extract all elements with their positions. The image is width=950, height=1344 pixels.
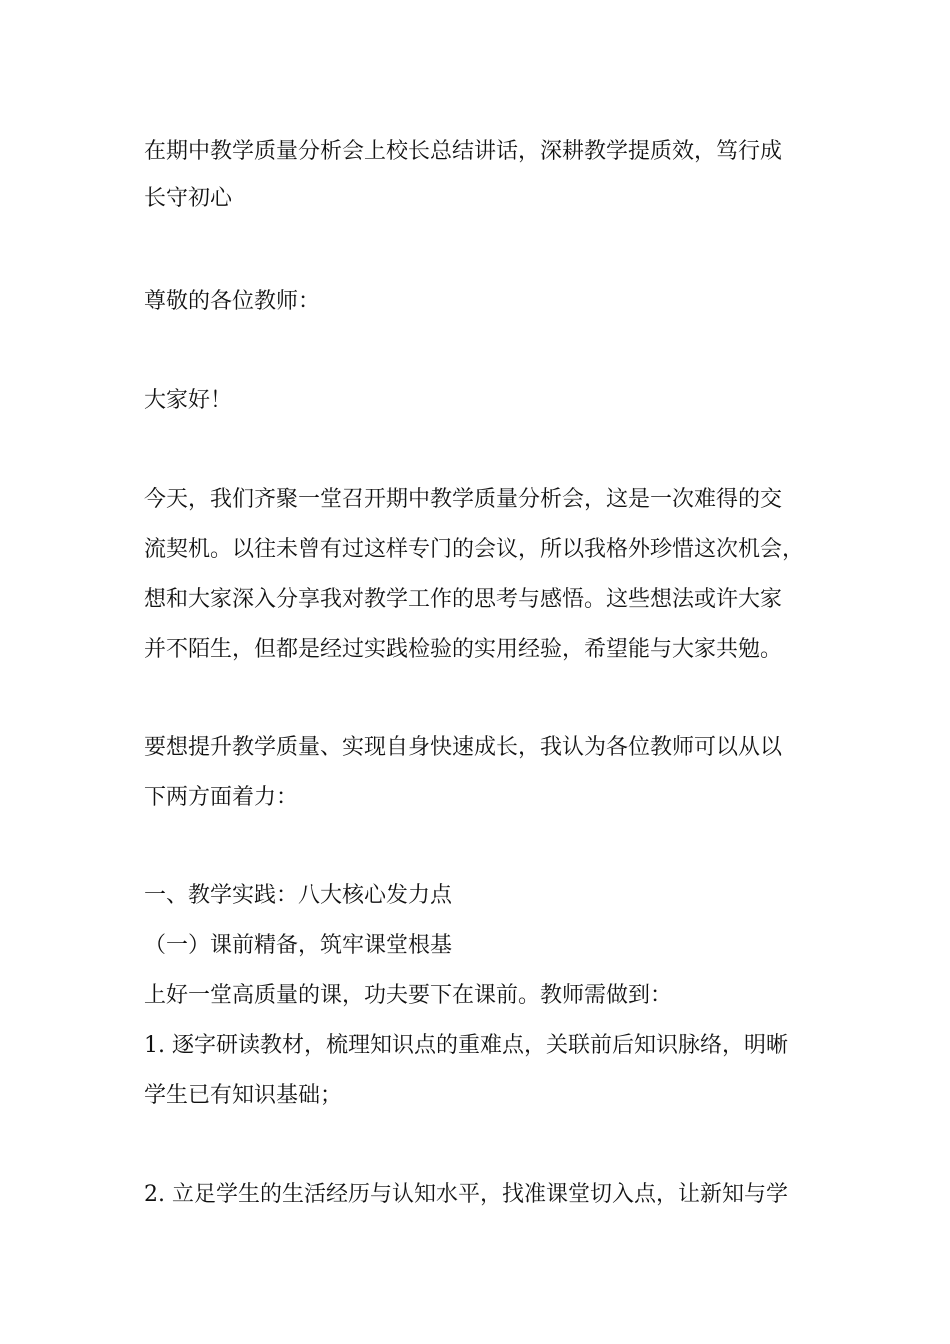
- focus-paragraph-line-1: 要想提升教学质量、实现自身快速成长，我认为各位教师可以从以: [144, 735, 783, 760]
- intro-paragraph-line-2: 流契机。以往未曾有过这样专门的会议，所以我格外珍惜这次机会，: [144, 537, 805, 562]
- document-title-line-1: 在期中教学质量分析会上校长总结讲话，深耕教学提质效，笃行成: [144, 139, 783, 164]
- subsection-heading: （一）课前精备，筑牢课堂根基: [144, 933, 453, 958]
- list-item-2-line-1: 2. 立足学生的生活经历与认知水平，找准课堂切入点，让新知与学: [144, 1182, 788, 1207]
- greeting: 大家好！: [144, 388, 233, 413]
- list-item-1-line-2: 学生已有知识基础；: [144, 1083, 343, 1108]
- intro-paragraph-line-1: 今天，我们齐聚一堂召开期中教学质量分析会，这是一次难得的交: [144, 487, 783, 512]
- intro-paragraph-line-4: 并不陌生，但都是经过实践检验的实用经验，希望能与大家共勉。: [144, 637, 783, 662]
- document-title-line-2: 长守初心: [144, 186, 233, 211]
- focus-paragraph-line-2: 下两方面着力：: [144, 785, 299, 810]
- salutation: 尊敬的各位教师：: [144, 289, 321, 314]
- list-item-1-line-1: 1. 逐字研读教材，梳理知识点的重难点，关联前后知识脉络，明晰: [144, 1033, 788, 1058]
- section-heading: 一、教学实践：八大核心发力点: [144, 883, 453, 908]
- subsection-intro: 上好一堂高质量的课，功夫要下在课前。教师需做到：: [144, 983, 673, 1008]
- intro-paragraph-line-3: 想和大家深入分享我对教学工作的思考与感悟。这些想法或许大家: [144, 587, 783, 612]
